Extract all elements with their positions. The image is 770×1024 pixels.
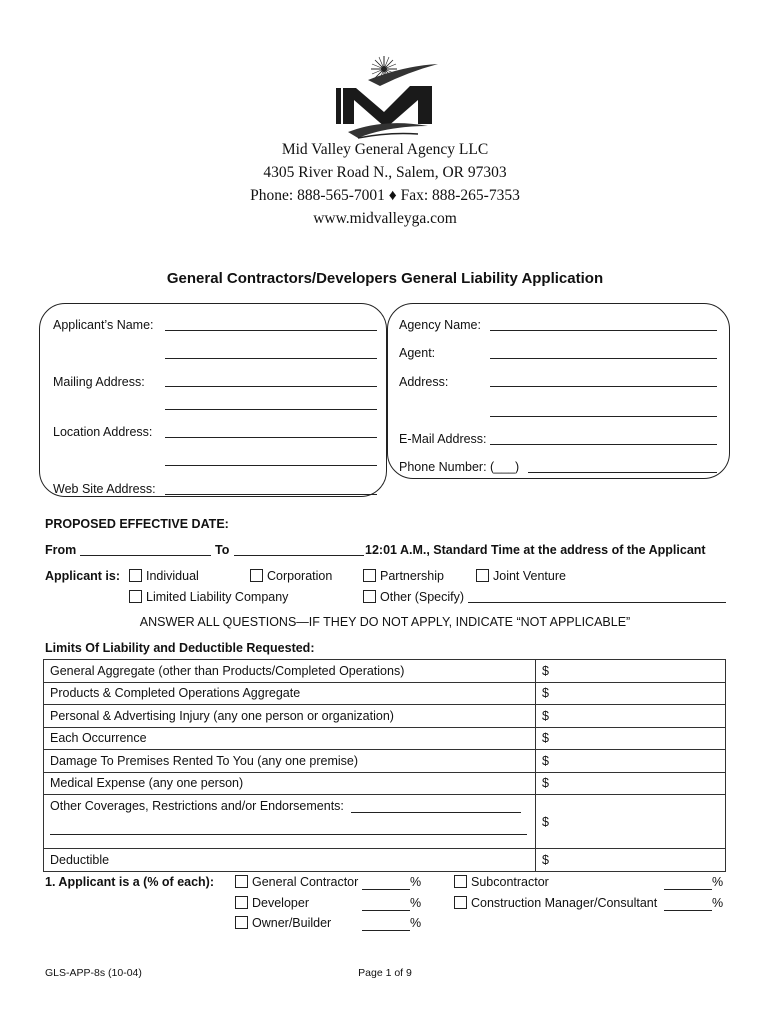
limit-label: Each Occurrence (44, 727, 536, 750)
location-address-label: Location Address: (53, 425, 153, 439)
applicant-info-box (39, 303, 387, 497)
agent-label: Agent: (399, 346, 436, 360)
other-coverages-field[interactable] (351, 812, 521, 813)
agency-website[interactable]: www.midvalleyga.com (313, 210, 457, 227)
owner-builder-label: Owner/Builder (252, 916, 332, 930)
general-contractor-checkbox[interactable] (235, 875, 248, 888)
limit-label: Deductible (44, 849, 536, 872)
limit-amount-field[interactable]: $ (536, 750, 726, 773)
construction-manager-checkbox[interactable] (454, 896, 467, 909)
applicant-name-label: Applicant’s Name: (53, 318, 154, 332)
to-label: To (215, 543, 230, 557)
construction-manager-label: Construction Manager/Consultant (471, 896, 658, 910)
table-row (44, 772, 726, 795)
limits-heading: Limits Of Liability and Deductible Requested: (45, 641, 315, 655)
developer-label: Developer (252, 896, 309, 910)
mailing-address-field[interactable] (165, 386, 377, 387)
developer-checkbox[interactable] (235, 896, 248, 909)
llc-checkbox[interactable] (129, 590, 142, 603)
joint-venture-checkbox[interactable] (476, 569, 489, 582)
table-row (44, 727, 726, 750)
mailing-address-field-2[interactable] (165, 409, 377, 410)
individual-label: Individual (146, 569, 199, 583)
agency-name-label: Agency Name: (399, 318, 481, 332)
table-row (44, 795, 726, 849)
applicant-is-label: Applicant is: (45, 569, 121, 583)
mailing-address-label: Mailing Address: (53, 375, 145, 389)
page-number: Page 1 of 9 (358, 967, 412, 979)
limit-amount-field[interactable]: $ (536, 660, 726, 683)
email-field[interactable] (490, 444, 717, 445)
llc-label: Limited Liability Company (146, 590, 289, 604)
address-label: Address: (399, 375, 449, 389)
limit-label: Personal & Advertising Injury (any one person or organization) (44, 705, 536, 728)
agency-address: 4305 River Road N., Salem, OR 97303 (263, 164, 507, 181)
form-title: General Contractors/Developers General Liability Application (166, 270, 604, 287)
joint-venture-label: Joint Venture (493, 569, 566, 583)
developer-percent[interactable]: % (362, 896, 421, 911)
effective-date-heading: PROPOSED EFFECTIVE DATE: (45, 517, 229, 531)
partnership-checkbox[interactable] (363, 569, 376, 582)
web-site-label: Web Site Address: (53, 482, 156, 496)
limit-amount-field[interactable]: $ (536, 849, 726, 872)
other-specify-field[interactable] (468, 602, 726, 603)
limit-label: Damage To Premises Rented To You (any one premise) (44, 750, 536, 773)
subcontractor-percent[interactable]: % (664, 875, 723, 890)
agency-name-field[interactable] (490, 330, 717, 331)
phone-number-label: Phone Number: (___) (399, 460, 520, 474)
subcontractor-label: Subcontractor (471, 875, 549, 889)
individual-checkbox[interactable] (129, 569, 142, 582)
web-site-field[interactable] (165, 494, 377, 495)
owner-builder-checkbox[interactable] (235, 916, 248, 929)
corporation-checkbox[interactable] (250, 569, 263, 582)
limit-label: General Aggregate (other than Products/Completed Operations) (44, 660, 536, 683)
agency-logo (328, 52, 444, 142)
location-address-field-2[interactable] (165, 465, 377, 466)
applicant-name-field[interactable] (165, 330, 377, 331)
time-note: 12:01 A.M., Standard Time at the address of the Applicant (365, 543, 706, 557)
agency-phone-fax: Phone: 888-565-7001 ♦ Fax: 888-265-7353 (250, 187, 520, 204)
general-contractor-percent[interactable]: % (362, 875, 421, 890)
address-field[interactable] (490, 386, 717, 387)
phone-number-field[interactable] (528, 472, 717, 473)
limit-amount-field[interactable]: $ (536, 772, 726, 795)
applicant-name-field-2[interactable] (165, 358, 377, 359)
other-coverages-cell (44, 795, 536, 849)
other-label: Other (Specify) (380, 590, 465, 604)
instruction-text: ANSWER ALL QUESTIONS—IF THEY DO NOT APPLY, INDICATE “NOT APPLICABLE” (139, 615, 631, 629)
limit-amount-field[interactable]: $ (536, 705, 726, 728)
subcontractor-checkbox[interactable] (454, 875, 467, 888)
limit-amount-field[interactable]: $ (536, 795, 726, 849)
partnership-label: Partnership (380, 569, 444, 583)
location-address-field[interactable] (165, 437, 377, 438)
table-row (44, 849, 726, 872)
agency-name: Mid Valley General Agency LLC (281, 141, 489, 158)
table-row (44, 705, 726, 728)
table-row (44, 682, 726, 705)
construction-manager-percent[interactable]: % (664, 896, 723, 911)
limit-label: Medical Expense (any one person) (44, 772, 536, 795)
general-contractor-label: General Contractor (252, 875, 359, 889)
other-checkbox[interactable] (363, 590, 376, 603)
table-row (44, 750, 726, 773)
limit-label: Other Coverages, Restrictions and/or Endorsements: (50, 799, 344, 813)
limit-amount-field[interactable]: $ (536, 727, 726, 750)
address-field-2[interactable] (490, 416, 717, 417)
from-label: From (45, 543, 77, 557)
from-date-field[interactable] (80, 555, 211, 556)
corporation-label: Corporation (267, 569, 333, 583)
agent-field[interactable] (490, 358, 717, 359)
other-coverages-field-2[interactable] (50, 834, 527, 835)
limit-label: Products & Completed Operations Aggregate (44, 682, 536, 705)
email-label: E-Mail Address: (399, 432, 487, 446)
limits-table (43, 659, 726, 872)
question-1-label: 1. Applicant is a (% of each): (45, 875, 215, 889)
table-row (44, 660, 726, 683)
limit-amount-field[interactable]: $ (536, 682, 726, 705)
form-code: GLS-APP-8s (10-04) (45, 967, 142, 979)
to-date-field[interactable] (234, 555, 364, 556)
owner-builder-percent[interactable]: % (362, 916, 421, 931)
